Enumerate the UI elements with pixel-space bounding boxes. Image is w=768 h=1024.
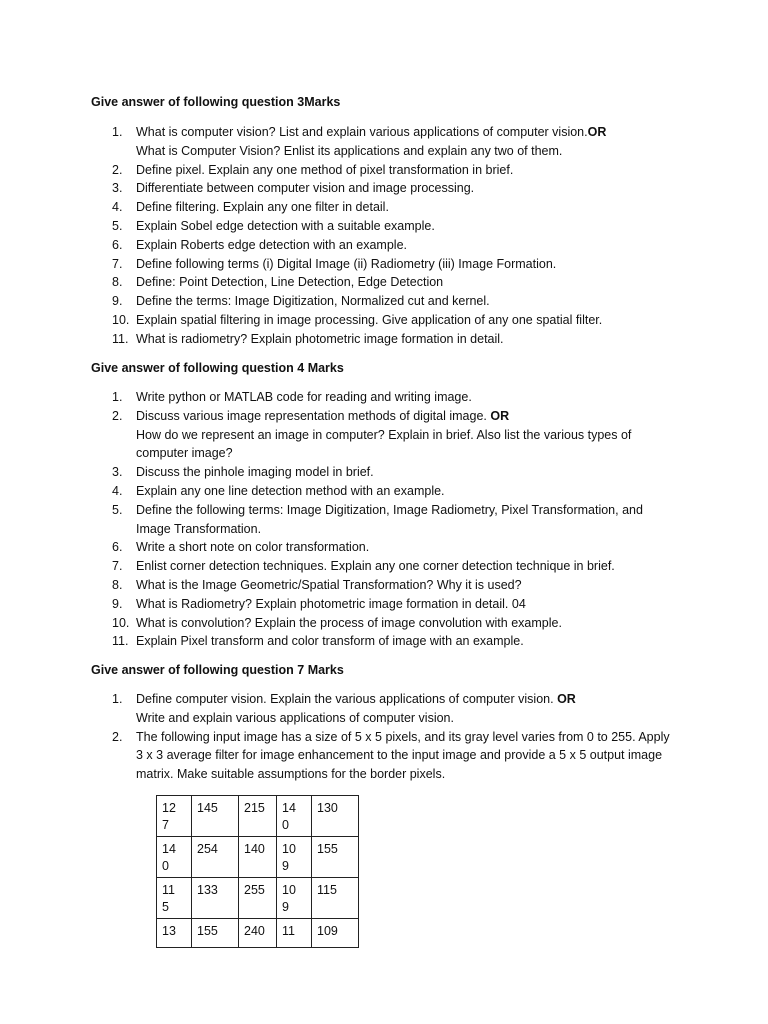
- question-number: 5.: [112, 502, 123, 517]
- question-item: [0, 179, 768, 198]
- section-heading-7marks: Give answer of following question 7 Marks: [91, 663, 344, 677]
- question-item: [0, 576, 768, 595]
- question-item: [0, 690, 768, 728]
- question-text: Enlist corner detection techniques. Explain any one corner detection technique in brief.: [136, 559, 615, 574]
- matrix-cell: 11 5: [157, 878, 192, 919]
- matrix-cell: 115: [312, 878, 359, 919]
- matrix-cell: 240: [239, 919, 277, 948]
- question-text: Write a short note on color transformation.: [136, 540, 370, 555]
- matrix-row: [157, 878, 359, 919]
- question-number: 11.: [112, 634, 129, 649]
- question-item: [0, 728, 768, 784]
- section-heading-4marks: Give answer of following question 4 Marks: [91, 361, 344, 375]
- question-list-3marks: [0, 123, 768, 349]
- question-item: [0, 557, 768, 576]
- question-item: [0, 255, 768, 274]
- question-item: [0, 123, 768, 161]
- matrix-cell: 10 9: [277, 878, 312, 919]
- question-text: Define filtering. Explain any one filter in detail.: [136, 200, 389, 215]
- or-marker: OR: [490, 408, 510, 423]
- question-text: Explain Sobel edge detection with a suitable example.: [136, 218, 435, 233]
- matrix-cell: 11: [277, 919, 312, 948]
- question-item: [0, 614, 768, 633]
- question-alt-text: How do we represent an image in computer? Explain in brief. Also list the various types of computer image?: [136, 427, 632, 461]
- question-item: [0, 273, 768, 292]
- question-text: Differentiate between computer vision and image processing.: [136, 181, 475, 196]
- question-number: 3.: [112, 465, 123, 480]
- question-alt-text: Write and explain various applications of computer vision.: [136, 710, 454, 725]
- question-list-4marks: [0, 388, 768, 651]
- question-text: Explain any one line detection method with an example.: [136, 483, 445, 498]
- matrix-cell: 255: [239, 878, 277, 919]
- question-number: 2.: [112, 408, 123, 423]
- matrix-cell: 12 7: [157, 796, 192, 837]
- question-number: 11.: [112, 331, 129, 346]
- matrix-row: [157, 837, 359, 878]
- section-heading-3marks: Give answer of following question 3Marks: [91, 95, 341, 109]
- question-item: [0, 407, 768, 463]
- question-item: [0, 595, 768, 614]
- question-text: Discuss the pinhole imaging model in brief.: [136, 465, 374, 480]
- question-number: 7.: [112, 256, 123, 271]
- question-text: What is computer vision? List and explain various applications of computer vision.: [136, 125, 588, 139]
- matrix-row: [157, 919, 359, 948]
- matrix-cell: 14 0: [157, 837, 192, 878]
- matrix-cell: 10 9: [277, 837, 312, 878]
- question-list-7marks: [0, 690, 768, 784]
- matrix-cell: 14 0: [277, 796, 312, 837]
- question-item: [0, 538, 768, 557]
- question-text: The following input image has a size of 5 x 5 pixels, and its gray level varies from 0 to 255. Apply 3 x 3 average filter for image enhancement to the input image and provide a 5 x 5 output image matrix. Make suitable assumptions for the border pixels.: [136, 729, 670, 782]
- input-image-matrix: [156, 795, 359, 948]
- question-item: [0, 311, 768, 330]
- question-text: Define computer vision. Explain the various applications of computer vision.: [136, 692, 554, 706]
- matrix-cell: 254: [192, 837, 239, 878]
- question-number: 6.: [112, 237, 123, 252]
- question-item: [0, 632, 768, 651]
- question-alt-text: What is Computer Vision? Enlist its applications and explain any two of them.: [136, 143, 563, 158]
- matrix-cell: 145: [192, 796, 239, 837]
- question-text: Define the terms: Image Digitization, Normalized cut and kernel.: [136, 294, 490, 309]
- question-number: 7.: [112, 559, 123, 574]
- question-number: 9.: [112, 596, 123, 611]
- matrix-cell: 13: [157, 919, 192, 948]
- question-item: [0, 463, 768, 482]
- question-text: Explain Roberts edge detection with an example.: [136, 237, 407, 252]
- question-number: 3.: [112, 181, 123, 196]
- question-item: [0, 501, 768, 539]
- question-text: Define the following terms: Image Digitization, Image Radiometry, Pixel Transformation, and Image Transformation.: [136, 502, 643, 536]
- question-number: 10.: [112, 615, 130, 630]
- question-number: 1.: [112, 390, 123, 404]
- question-number: 9.: [112, 294, 123, 309]
- question-text: What is the Image Geometric/Spatial Transformation? Why it is used?: [136, 577, 522, 592]
- question-number: 1.: [112, 125, 123, 139]
- or-marker: OR: [557, 692, 576, 706]
- question-number: 10.: [112, 312, 130, 327]
- matrix-cell: 140: [239, 837, 277, 878]
- matrix-cell: 155: [192, 919, 239, 948]
- question-text: Define following terms (i) Digital Image (ii) Radiometry (iii) Image Formation.: [136, 256, 557, 271]
- question-item: [0, 161, 768, 180]
- question-text: Discuss various image representation methods of digital image.: [136, 408, 487, 423]
- question-number: 1.: [112, 692, 123, 706]
- question-number: 5.: [112, 218, 123, 233]
- matrix-cell: 109: [312, 919, 359, 948]
- matrix-row: [157, 796, 359, 837]
- matrix-cell: 155: [312, 837, 359, 878]
- question-item: [0, 236, 768, 255]
- question-item: [0, 217, 768, 236]
- question-text: What is convolution? Explain the process of image convolution with example.: [136, 615, 562, 630]
- question-text: What is radiometry? Explain photometric image formation in detail.: [136, 331, 504, 346]
- question-text: Define: Point Detection, Line Detection, Edge Detection: [136, 275, 444, 290]
- matrix-cell: 130: [312, 796, 359, 837]
- question-item: [0, 482, 768, 501]
- question-item: [0, 330, 768, 349]
- question-number: 2.: [112, 162, 123, 177]
- question-item: [0, 388, 768, 407]
- question-number: 4.: [112, 483, 123, 498]
- question-text: Write python or MATLAB code for reading and writing image.: [136, 390, 472, 404]
- question-item: [0, 292, 768, 311]
- question-number: 6.: [112, 540, 123, 555]
- question-number: 8.: [112, 275, 123, 290]
- question-number: 4.: [112, 200, 123, 215]
- question-text: Define pixel. Explain any one method of pixel transformation in brief.: [136, 162, 514, 177]
- question-text: Explain Pixel transform and color transform of image with an example.: [136, 634, 524, 649]
- matrix-cell: 133: [192, 878, 239, 919]
- question-item: [0, 198, 768, 217]
- question-number: 8.: [112, 577, 123, 592]
- matrix-cell: 215: [239, 796, 277, 837]
- question-text: Explain spatial filtering in image processing. Give application of any one spatial filter.: [136, 312, 603, 327]
- or-marker: OR: [587, 125, 607, 139]
- question-number: 2.: [112, 729, 123, 744]
- question-text: What is Radiometry? Explain photometric image formation in detail. 04: [136, 596, 526, 611]
